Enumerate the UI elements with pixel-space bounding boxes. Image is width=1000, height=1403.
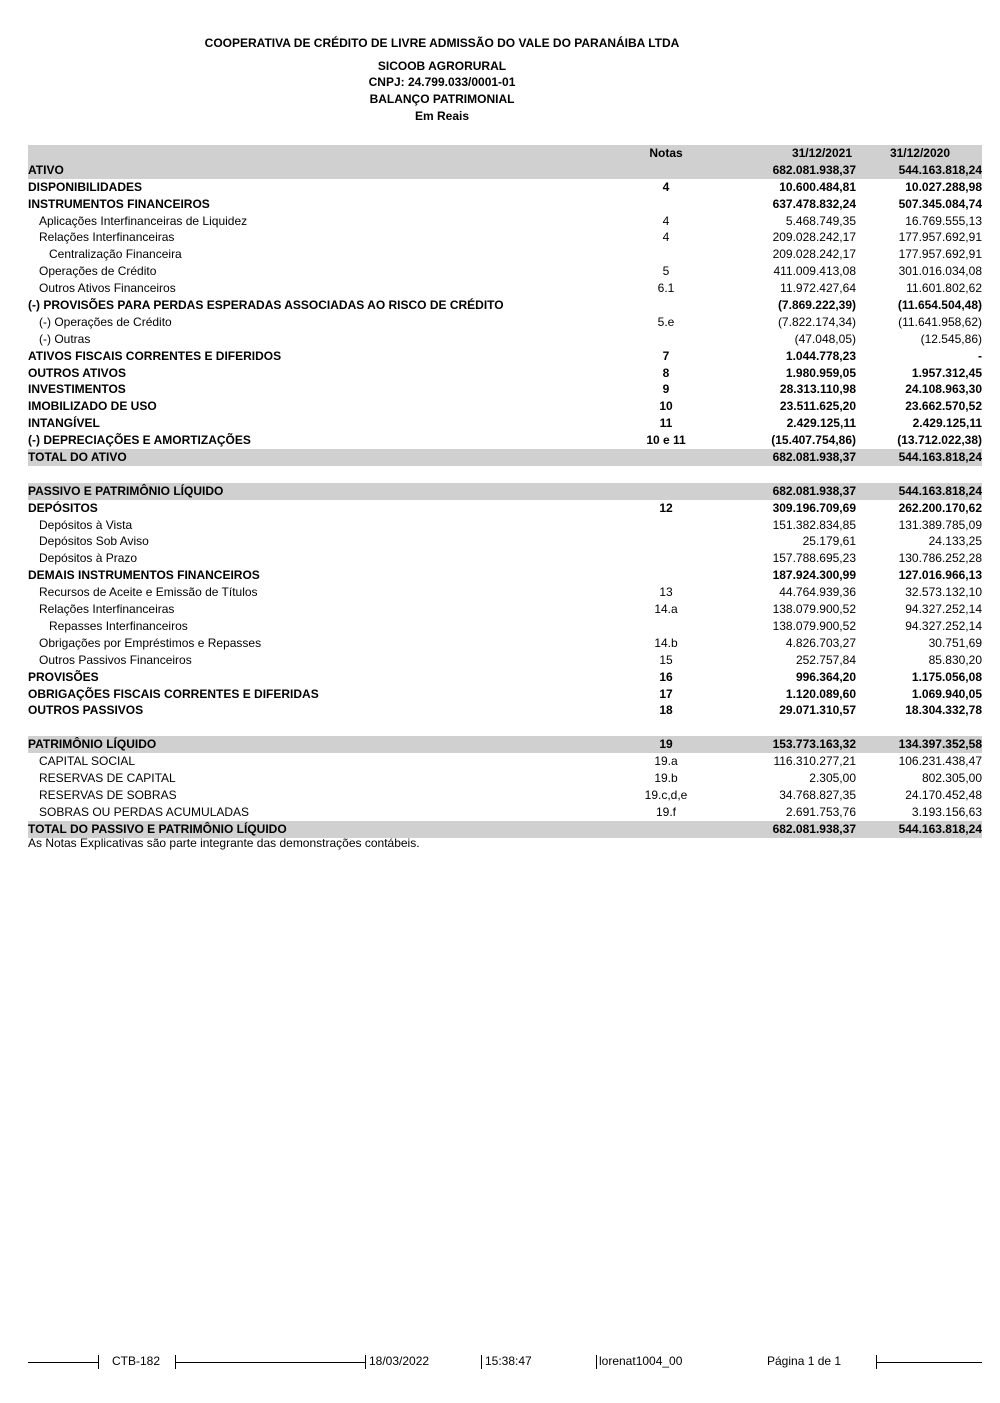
row-nota: 19.c,d,e <box>644 787 688 802</box>
row-value-2021: 116.310.277,21 <box>773 754 856 769</box>
row-value-2020: 16.769.555,13 <box>905 213 982 228</box>
table-row <box>28 381 982 398</box>
row-nota: 4 <box>662 230 670 245</box>
footer-separator <box>98 1355 99 1369</box>
row-value-2021: (7.822.174,34) <box>777 314 856 329</box>
row-label: Centralização Financeira <box>49 247 182 262</box>
row-value-2020: 1.175.056,08 <box>911 669 982 684</box>
row-value-2021: 411.009.413,08 <box>773 264 856 279</box>
row-label: PATRIMÔNIO LÍQUIDO <box>28 737 157 752</box>
row-value-2020: 2.429.125,11 <box>912 416 982 431</box>
row-value-2020: 544.163.818,24 <box>898 483 982 498</box>
row-label: Obrigações por Empréstimos e Repasses <box>39 635 262 650</box>
row-label: INVESTIMENTOS <box>28 382 126 397</box>
row-label: TOTAL DO ATIVO <box>28 450 127 465</box>
row-label: DISPONIBILIDADES <box>28 179 143 194</box>
row-value-2020: 11.601.802,62 <box>906 281 982 296</box>
row-value-2021: 187.924.300,99 <box>772 568 856 583</box>
table-row <box>28 652 982 669</box>
row-nota: 10 <box>659 399 673 414</box>
row-nota: 11 <box>659 416 673 431</box>
table-row <box>28 770 982 787</box>
row-value-2020: 130.786.252,28 <box>898 551 982 566</box>
row-label: Operações de Crédito <box>39 264 157 279</box>
table-row <box>28 331 982 348</box>
row-value-2020: 131.389.785,09 <box>898 517 982 532</box>
row-nota: 14.b <box>654 635 678 650</box>
table-row <box>28 804 982 821</box>
row-value-2020: 24.108.963,30 <box>905 382 982 397</box>
footer-separator <box>596 1355 597 1369</box>
row-value-2020: 94.327.252,14 <box>905 602 982 617</box>
row-label: OUTROS ATIVOS <box>28 365 127 380</box>
row-label: OBRIGAÇÕES FISCAIS CORRENTES E DIFERIDAS <box>28 686 319 701</box>
table-row <box>28 500 982 517</box>
row-label: (-) Operações de Crédito <box>39 314 172 329</box>
row-value-2020: 23.662.570,52 <box>905 399 982 414</box>
row-label: Depósitos Sob Aviso <box>39 534 149 549</box>
row-value-2021: 153.773.163,32 <box>772 737 856 752</box>
row-value-2020: 127.016.966,13 <box>898 568 982 583</box>
row-value-2021: 28.313.110,98 <box>779 382 856 397</box>
row-value-2020: (12.545,86) <box>920 331 982 346</box>
row-value-2021: 11.972.427,64 <box>780 281 856 296</box>
row-value-2021: 29.071.310,57 <box>779 703 856 718</box>
row-value-2021: 10.600.484,81 <box>779 179 856 194</box>
report-user: lorenat1004_00 <box>599 1354 683 1368</box>
table-row <box>28 415 982 432</box>
row-label: Recursos de Aceite e Emissão de Títulos <box>39 585 258 600</box>
row-value-2021: 209.028.242,17 <box>772 230 856 245</box>
row-value-2021: 996.364,20 <box>795 669 856 684</box>
row-value-2020: - <box>978 348 982 363</box>
row-nota: 5 <box>662 264 670 279</box>
row-nota: 12 <box>659 500 673 515</box>
row-value-2020: 106.231.438,47 <box>898 754 982 769</box>
row-value-2021: 2.691.753,76 <box>785 804 856 819</box>
row-label: ATIVO <box>28 162 64 177</box>
row-value-2021: 1.120.089,60 <box>785 686 856 701</box>
row-value-2020: 30.751,69 <box>928 635 982 650</box>
row-value-2021: 252.757,84 <box>795 652 856 667</box>
row-value-2021: 23.511.625,20 <box>779 399 856 414</box>
table-row <box>28 550 982 567</box>
row-label: Depósitos à Prazo <box>39 551 138 566</box>
table-row <box>28 365 982 382</box>
row-nota: 17 <box>659 686 673 701</box>
row-value-2021: 309.196.709,69 <box>772 500 856 515</box>
row-value-2021: 1.980.959,05 <box>785 365 856 380</box>
table-row <box>28 753 982 770</box>
row-label: (-) PROVISÕES PARA PERDAS ESPERADAS ASSOCIADAS AO RISCO DE CRÉDITO <box>28 298 504 313</box>
row-nota: 18 <box>659 703 673 718</box>
notas-column-header: Notas <box>649 146 683 160</box>
table-row <box>28 483 982 500</box>
row-value-2021: (15.407.754,86) <box>771 433 856 448</box>
row-label: CAPITAL SOCIAL <box>39 754 136 769</box>
row-value-2020: 10.027.288,98 <box>905 179 982 194</box>
row-label: Outros Ativos Financeiros <box>39 281 176 296</box>
row-value-2021: 44.764.939,36 <box>779 585 856 600</box>
row-value-2021: 4.826.703,27 <box>785 635 856 650</box>
table-row <box>28 635 982 652</box>
row-nota: 19.b <box>654 770 678 785</box>
row-value-2020: 544.163.818,24 <box>898 162 982 177</box>
row-nota: 19.a <box>654 754 678 769</box>
row-label: SOBRAS OU PERDAS ACUMULADAS <box>39 804 250 819</box>
report-date: 18/03/2022 <box>369 1354 430 1368</box>
row-value-2021: 682.081.938,37 <box>772 483 856 498</box>
row-label: PASSIVO E PATRIMÔNIO LÍQUIDO <box>28 483 224 498</box>
row-value-2020: 94.327.252,14 <box>905 618 982 633</box>
row-label: ATIVOS FISCAIS CORRENTES E DIFERIDOS <box>28 348 282 363</box>
row-label: TOTAL DO PASSIVO E PATRIMÔNIO LÍQUIDO <box>28 821 287 836</box>
row-nota: 10 e 11 <box>646 433 686 448</box>
row-value-2021: 34.768.827,35 <box>779 787 856 802</box>
row-value-2021: (47.048,05) <box>794 331 856 346</box>
table-row <box>28 162 982 179</box>
row-value-2020: 1.069.940,05 <box>911 686 982 701</box>
row-label: Repasses Interfinanceiros <box>49 618 188 633</box>
row-nota: 5.e <box>657 314 675 329</box>
row-value-2021: 2.429.125,11 <box>786 416 856 431</box>
row-value-2021: 138.079.900,52 <box>772 618 856 633</box>
row-value-2021: (7.869.222,39) <box>777 298 856 313</box>
row-nota: 16 <box>659 669 673 684</box>
row-nota: 19.f <box>655 804 676 819</box>
table-row <box>28 263 982 280</box>
table-row <box>28 618 982 635</box>
table-row <box>28 314 982 331</box>
row-label: INSTRUMENTOS FINANCEIROS <box>28 196 210 211</box>
row-value-2021: 5.468.749,35 <box>785 213 856 228</box>
row-nota: 15 <box>659 652 673 667</box>
row-value-2020: 177.957.692,91 <box>898 247 982 262</box>
cnpj: CNPJ: 24.799.033/0001-01 <box>368 75 516 89</box>
table-row <box>28 787 982 804</box>
row-nota: 14.a <box>654 602 678 617</box>
table-row <box>28 584 982 601</box>
row-value-2020: (13.712.022,38) <box>897 433 982 448</box>
row-value-2020: 134.397.352,58 <box>898 737 982 752</box>
row-label: INTANGÍVEL <box>28 416 100 431</box>
row-label: (-) DEPRECIAÇÕES E AMORTIZAÇÕES <box>28 433 251 448</box>
row-value-2021: 25.179,61 <box>802 534 856 549</box>
row-value-2020: 18.304.332,78 <box>905 703 982 718</box>
page-footer <box>0 1352 1000 1372</box>
row-label: RESERVAS DE SOBRAS <box>39 787 177 802</box>
row-nota: 4 <box>662 213 670 228</box>
row-value-2021: 209.028.242,17 <box>772 247 856 262</box>
trade-name: SICOOB AGRORURAL <box>377 59 507 73</box>
footer-rule <box>175 1362 365 1363</box>
row-value-2020: (11.641.958,62) <box>898 314 982 329</box>
page-number: Página 1 de 1 <box>767 1354 842 1368</box>
row-label: OUTROS PASSIVOS <box>28 703 144 718</box>
table-row <box>28 398 982 415</box>
row-value-2021: 138.079.900,52 <box>772 602 856 617</box>
row-value-2020: 262.200.170,62 <box>898 500 982 515</box>
row-label: RESERVAS DE CAPITAL <box>39 770 176 785</box>
row-value-2020: 177.957.692,91 <box>898 230 982 245</box>
row-value-2020: 802.305,00 <box>921 770 982 785</box>
table-row <box>28 213 982 230</box>
column-header-row <box>28 145 982 162</box>
table-row <box>28 669 982 686</box>
row-label: Outros Passivos Financeiros <box>39 652 192 667</box>
company-name: COOPERATIVA DE CRÉDITO DE LIVRE ADMISSÃO DO VALE DO PARANÁIBA LTDA <box>204 36 680 50</box>
table-row <box>28 533 982 550</box>
row-nota: 4 <box>662 179 670 194</box>
row-label: Depósitos à Vista <box>39 517 133 532</box>
row-label: DEMAIS INSTRUMENTOS FINANCEIROS <box>28 568 260 583</box>
table-row <box>28 517 982 534</box>
table-row <box>28 449 982 466</box>
row-nota: 8 <box>662 365 670 380</box>
row-label: Relações Interfinanceiras <box>39 230 175 245</box>
row-value-2021: 682.081.938,37 <box>772 450 856 465</box>
row-value-2021: 151.382.834,85 <box>772 517 856 532</box>
row-label: Relações Interfinanceiras <box>39 602 175 617</box>
row-value-2020: 544.163.818,24 <box>898 450 982 465</box>
year-2021-column-header: 31/12/2021 <box>791 146 852 160</box>
row-value-2020: 507.345.084,74 <box>898 196 982 211</box>
row-value-2020: 24.133,25 <box>928 534 982 549</box>
row-label: Aplicações Interfinanceiras de Liquidez <box>39 213 248 228</box>
table-row <box>28 702 982 719</box>
row-value-2020: (11.654.504,48) <box>897 298 982 313</box>
footnote: As Notas Explicativas são parte integrante das demonstrações contábeis. <box>28 836 420 850</box>
row-nota: 9 <box>662 382 670 397</box>
report-time: 15:38:47 <box>485 1354 532 1368</box>
row-value-2021: 637.478.832,24 <box>772 196 856 211</box>
row-value-2020: 24.170.452,48 <box>905 787 982 802</box>
spacer-row <box>28 466 982 483</box>
table-row <box>28 736 982 753</box>
table-row <box>28 567 982 584</box>
table-row <box>28 348 982 365</box>
table-row <box>28 686 982 703</box>
row-nota: 13 <box>659 585 673 600</box>
table-row <box>28 601 982 618</box>
row-value-2021: 682.081.938,37 <box>772 162 856 177</box>
table-row <box>28 179 982 196</box>
row-value-2021: 682.081.938,37 <box>772 821 856 836</box>
table-row <box>28 229 982 246</box>
table-row <box>28 432 982 449</box>
row-value-2020: 1.957.312,45 <box>911 365 982 380</box>
row-value-2021: 2.305,00 <box>809 770 856 785</box>
table-row <box>28 297 982 314</box>
row-value-2020: 3.193.156,63 <box>911 804 982 819</box>
row-value-2020: 544.163.818,24 <box>898 821 982 836</box>
year-2020-column-header: 31/12/2020 <box>889 146 950 160</box>
row-value-2021: 1.044.778,23 <box>785 348 856 363</box>
row-label: (-) Outras <box>39 331 91 346</box>
footer-separator <box>481 1355 482 1369</box>
row-label: IMOBILIZADO DE USO <box>28 399 157 414</box>
row-value-2020: 301.016.034,08 <box>898 264 982 279</box>
report-code: CTB-182 <box>112 1354 161 1368</box>
row-nota: 19 <box>659 737 673 752</box>
row-value-2020: 32.573.132,10 <box>905 585 982 600</box>
balance-sheet-table <box>28 145 982 838</box>
footer-rule <box>876 1362 982 1363</box>
row-label: PROVISÕES <box>28 669 99 684</box>
row-nota: 7 <box>662 348 670 363</box>
statement-title: BALANÇO PATRIMONIAL <box>369 92 515 106</box>
row-value-2020: 85.830,20 <box>928 652 982 667</box>
row-nota: 6.1 <box>657 281 675 296</box>
currency-unit: Em Reais <box>414 109 470 123</box>
table-row <box>28 280 982 297</box>
table-row <box>28 246 982 263</box>
row-label: DEPÓSITOS <box>28 500 98 515</box>
spacer-row <box>28 719 982 736</box>
footer-separator <box>365 1355 366 1369</box>
row-value-2021: 157.788.695,23 <box>772 551 856 566</box>
footer-rule <box>28 1362 98 1363</box>
table-row <box>28 821 982 838</box>
table-row <box>28 196 982 213</box>
